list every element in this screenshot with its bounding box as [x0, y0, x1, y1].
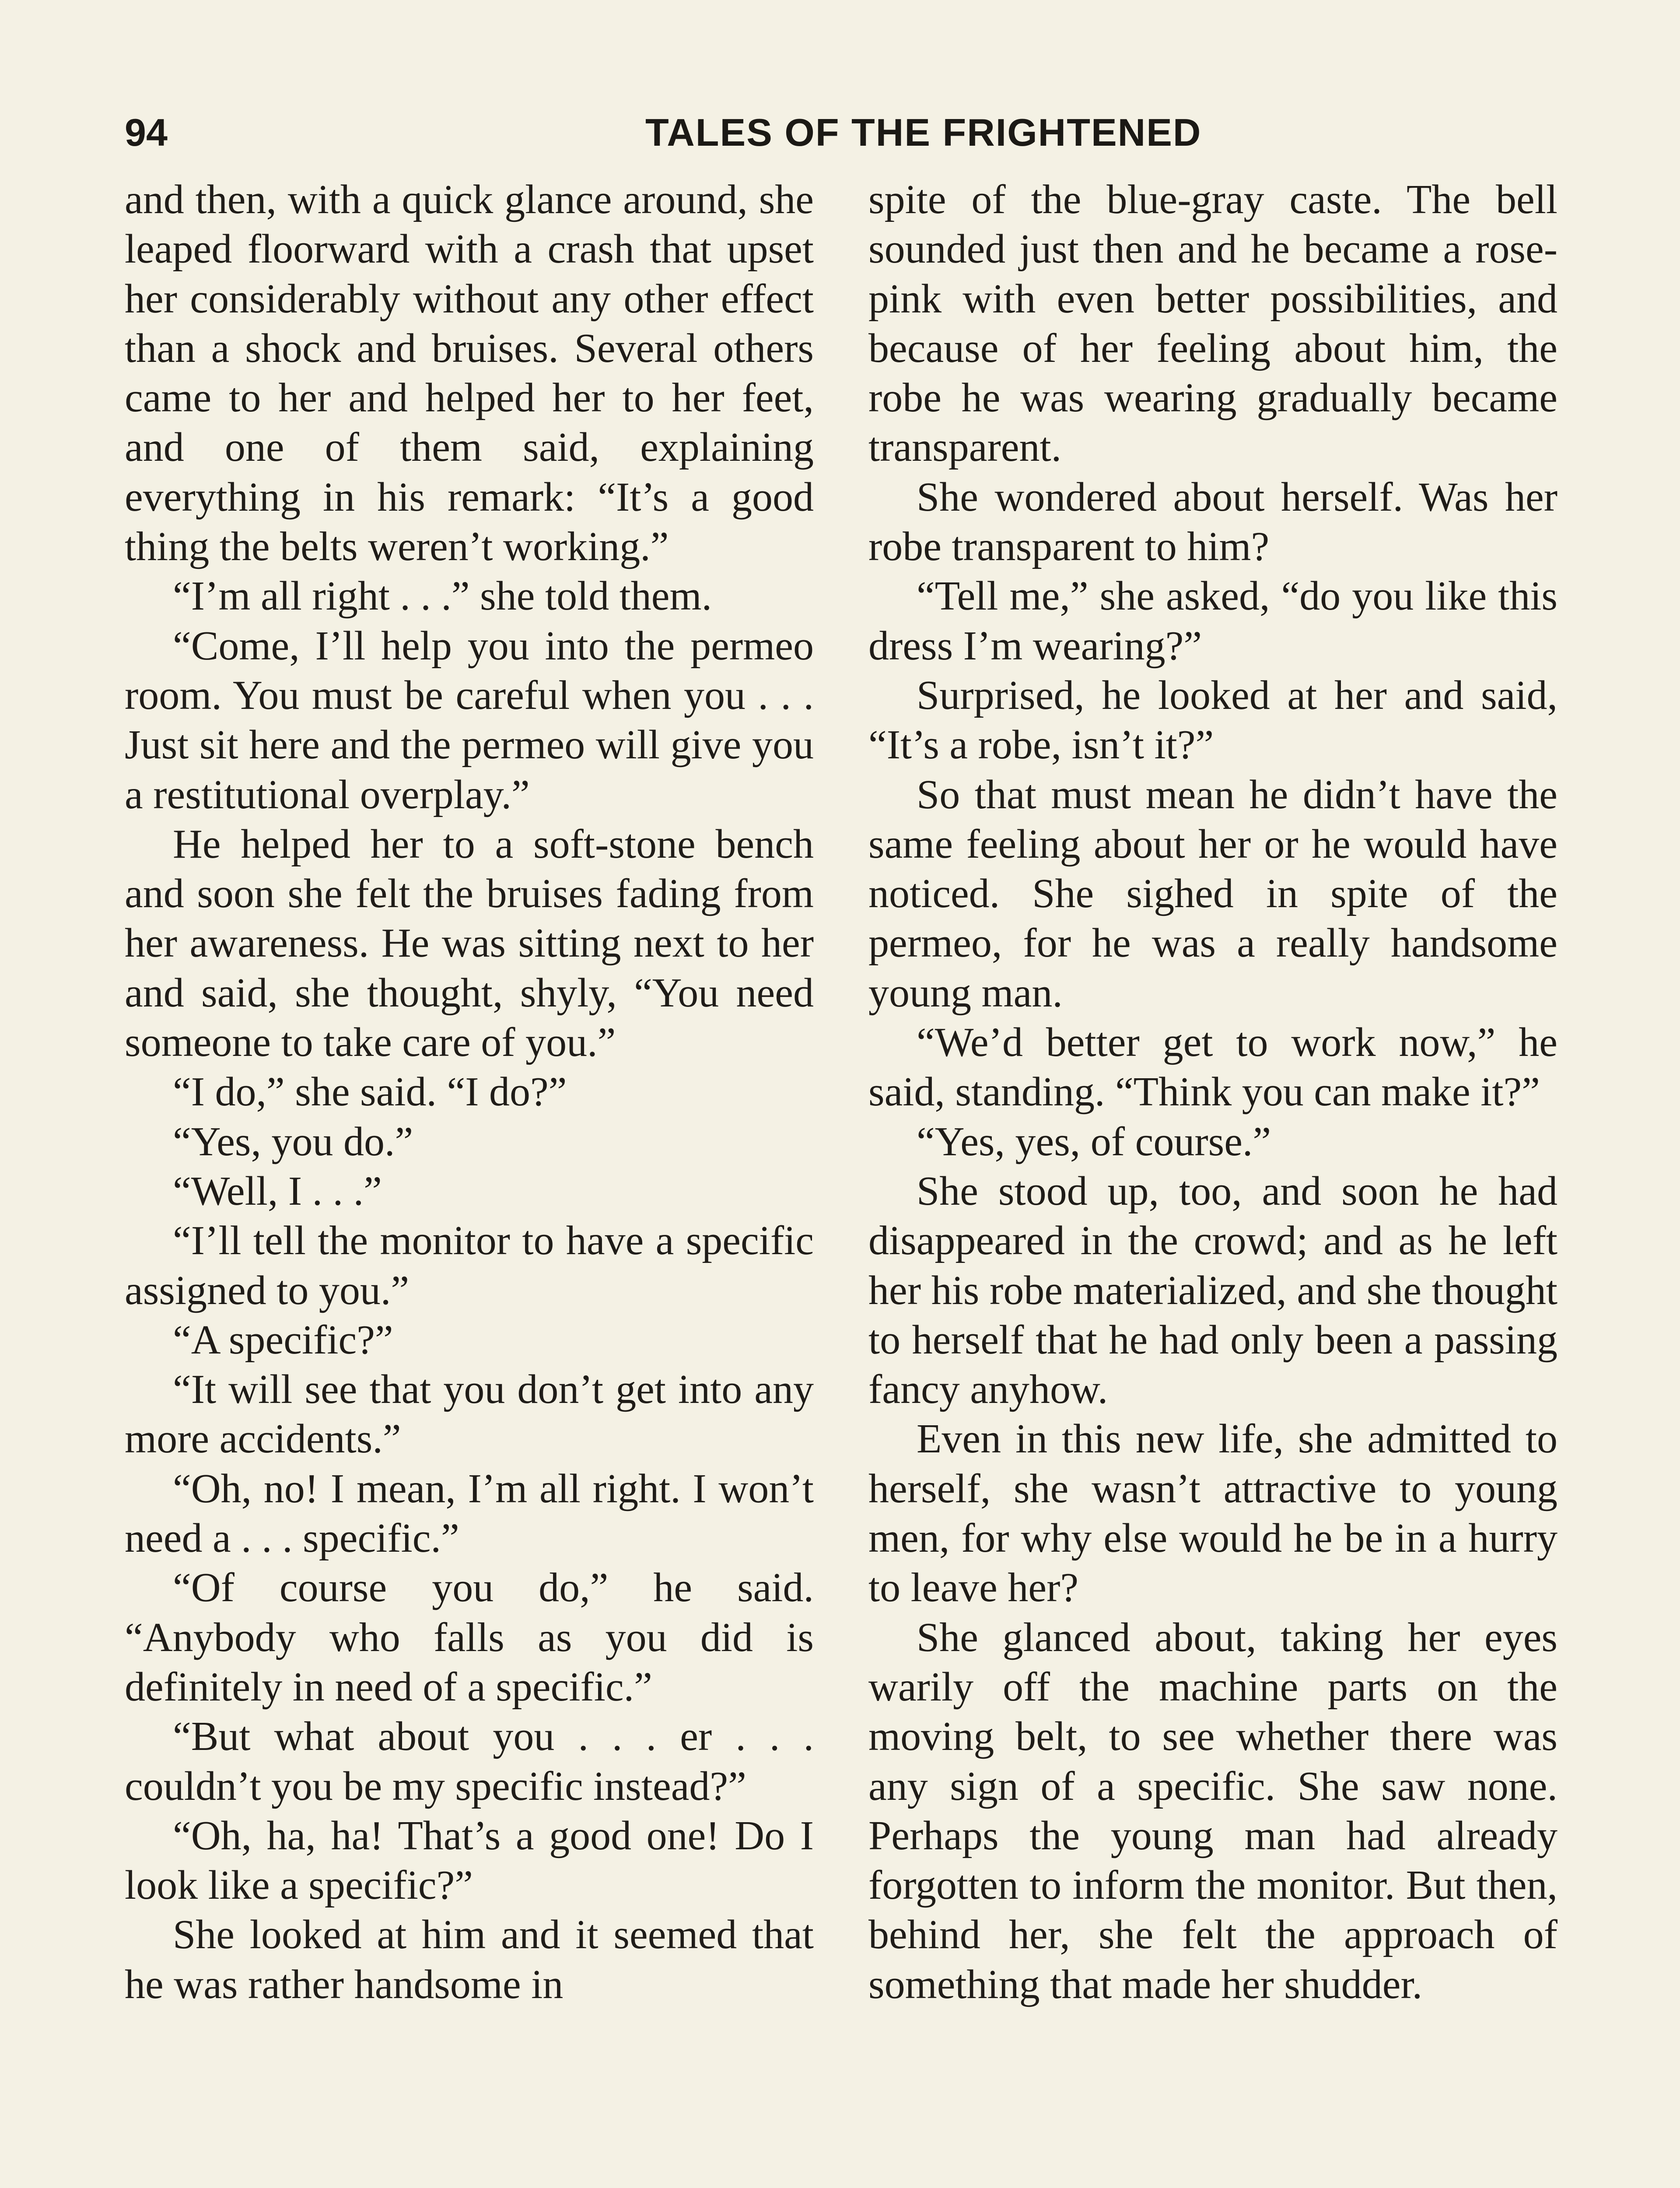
- paragraph: He helped her to a soft-stone bench and soon she felt the bruises fading from her awareness. He was sitting next to her and said, she thought, shyly, “You need someone to take care of you.”: [125, 821, 814, 1066]
- paragraph: Surprised, he looked at her and said, “It’s a robe, isn’t it?”: [868, 672, 1558, 768]
- paragraph: “I’ll tell the monitor to have a specific assigned to you.”: [125, 1218, 814, 1313]
- page-header: [125, 100, 1568, 165]
- paragraph: “It will see that you don’t get into any more accidents.”: [125, 1367, 814, 1462]
- left-column: [125, 175, 814, 2009]
- paragraph: “Yes, yes, of course.”: [917, 1119, 1271, 1164]
- page-number: 94: [125, 111, 168, 154]
- right-column: [868, 175, 1558, 2009]
- running-head: TALES OF THE FRIGHTENED: [645, 111, 1202, 154]
- paragraph: “I’m all right . . .” she told them.: [173, 573, 712, 619]
- paragraph: She glanced about, taking her eyes warily off the machine parts on the moving belt, to see whether there was any sign of a specific. She saw none. Perhaps the young man had already forgotten to inform the monitor. But then, behind her, she felt the approach of something that made her shudder.: [868, 1614, 1558, 2007]
- paragraph: “Yes, you do.”: [173, 1119, 413, 1164]
- paragraph: and then, with a quick glance around, she leaped floorward with a crash that upset her considerably without any other effect than a shock and bruises. Several others came to her and helped her to her feet, and one of them said, explaining everything in his remark: “It’s a good thing the belts weren’t working.”: [125, 177, 814, 570]
- paragraph: “But what about you . . . er . . . couldn’t you be my specific instead?”: [125, 1714, 814, 1809]
- paragraph: “We’d better get to work now,” he said, standing. “Think you can make it?”: [868, 1020, 1558, 1115]
- paragraph: “Oh, no! I mean, I’m all right. I won’t need a . . . specific.”: [125, 1466, 814, 1561]
- paragraph: “Oh, ha, ha! That’s a good one! Do I look like a specific?”: [125, 1813, 814, 1908]
- paragraph: “Come, I’ll help you into the permeo room. You must be careful when you . . . Just sit here and the permeo will give you a restitutional overplay.”: [125, 623, 814, 817]
- paragraph: She looked at him and it seemed that he was rather handsome in: [125, 1912, 814, 2007]
- paragraph: spite of the blue-gray caste. The bell sounded just then and he became a rose-pink with even better possibilities, and because of her feeling about him, the robe he was wearing gradually became transparent.: [868, 177, 1558, 470]
- paragraph: “Tell me,” she asked, “do you like this dress I’m wearing?”: [868, 573, 1558, 669]
- paragraph: She wondered about herself. Was her robe transparent to him?: [868, 474, 1558, 570]
- paragraph: Even in this new life, she admitted to herself, she wasn’t attractive to young men, for why else would he be in a hurry to leave her?: [868, 1416, 1558, 1611]
- paragraph: “Well, I . . .”: [173, 1168, 382, 1214]
- paragraph: “I do,” she said. “I do?”: [173, 1069, 567, 1115]
- paragraph: She stood up, too, and soon he had disappeared in the crowd; and as he left her his robe materialized, and she thought to herself that he had only been a passing fancy anyhow.: [868, 1168, 1558, 1413]
- paragraph: “A specific?”: [173, 1317, 393, 1363]
- paragraph: “Of course you do,” he said. “Anybody who falls as you did is definitely in need of a specific.”: [125, 1565, 814, 1710]
- paragraph: So that must mean he didn’t have the same feeling about her or he would have noticed. She sighed in spite of the permeo, for he was a really handsome young man.: [868, 771, 1558, 1016]
